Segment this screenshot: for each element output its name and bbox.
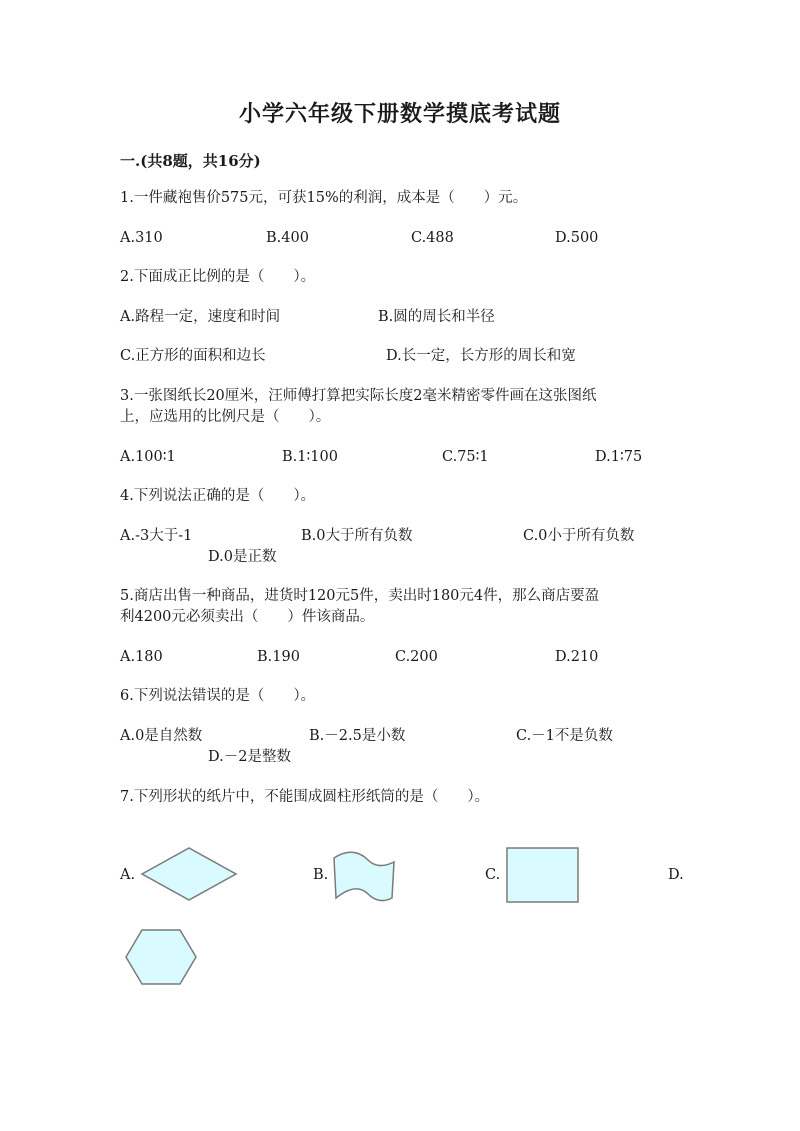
section-heading: 一.(共8题，共16分) [120,152,261,170]
question-3-stem-line-1: 3.一张图纸长20厘米，汪师傅打算把实际长度2毫米精密零件画在这张图纸 [120,388,597,404]
wavy-quadrilateral-shape [330,852,398,904]
question-7-option-c-label: C. [485,867,501,883]
question-2-stem: 2.下面成正比例的是（ ）。 [120,269,316,285]
question-2-option-a: A.路程一定，速度和时间 [120,309,281,325]
question-6-option-a: A.0是自然数 [120,728,203,744]
question-2-option-d: D.长一定，长方形的周长和宽 [386,348,576,364]
question-6-option-b: B.－2.5是小数 [309,728,406,744]
question-3-stem-line-2: 上，应选用的比例尺是（ ）。 [120,409,331,425]
question-7-stem: 7.下列形状的纸片中，不能围成圆柱形纸筒的是（ ）。 [120,789,490,805]
question-3-option-d: D.1∶75 [595,449,643,465]
question-1-option-b: B.400 [266,230,309,246]
question-4-stem: 4.下列说法正确的是（ ）。 [120,488,316,504]
question-2-option-b: B.圆的周长和半径 [378,309,495,325]
question-6-option-c: C.－1不是负数 [516,728,613,744]
page-title: 小学六年级下册数学摸底考试题 [238,101,561,127]
question-7-option-d-label: D. [668,867,684,883]
question-5-stem-line-2: 利4200元必须卖出（ ）件该商品。 [120,609,375,625]
hexagon-shape [124,928,200,986]
rhombus-shape [140,846,240,902]
question-1-stem: 1.一件藏袍售价575元，可获15%的利润，成本是（ ）元。 [120,190,528,206]
question-5-stem-line-1: 5.商店出售一种商品，进货时120元5件，卖出时180元4件，那么商店要盈 [120,588,600,604]
question-1-option-d: D.500 [555,230,599,246]
question-7-option-b-label: B. [313,867,329,883]
rectangle-shape [505,846,581,904]
question-5-option-d: D.210 [555,649,599,665]
question-3-option-b: B.1∶100 [282,449,338,465]
question-5-option-c: C.200 [395,649,438,665]
question-5-option-a: A.180 [120,649,163,665]
question-5-option-b: B.190 [257,649,300,665]
question-2-option-c: C.正方形的面积和边长 [120,348,266,364]
question-4-option-b: B.0大于所有负数 [301,528,413,544]
question-4-option-c: C.0小于所有负数 [523,528,635,544]
question-6-stem: 6.下列说法错误的是（ ）。 [120,688,316,704]
question-1-option-c: C.488 [411,230,454,246]
question-3-option-a: A.100∶1 [120,449,176,465]
question-6-option-d: D.－2是整数 [208,749,291,765]
question-3-option-c: C.75∶1 [442,449,489,465]
question-4-option-a: A.-3大于-1 [120,528,193,544]
question-7-option-a-label: A. [120,867,136,883]
question-4-option-d: D.0是正数 [208,549,277,565]
question-1-option-a: A.310 [120,230,163,246]
